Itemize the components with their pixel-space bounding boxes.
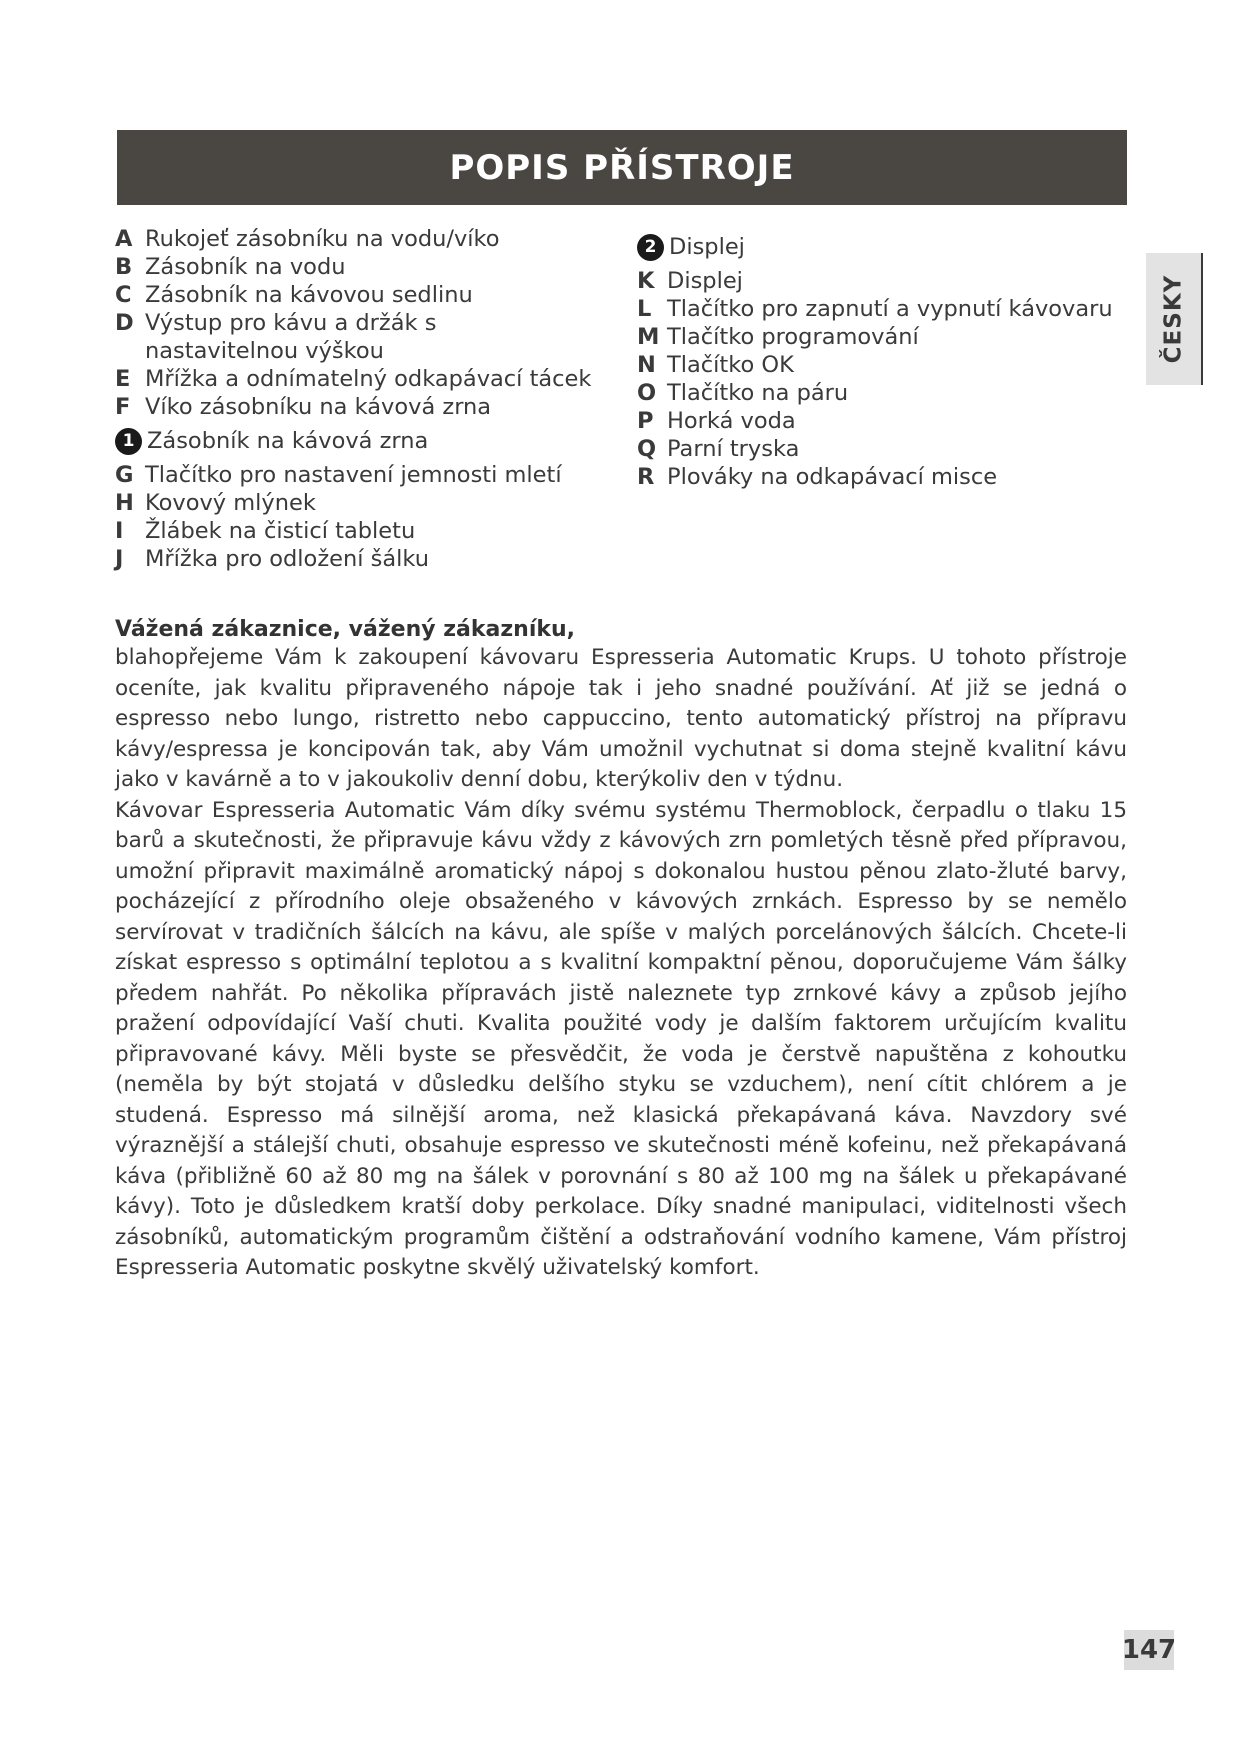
list-item [115,517,615,545]
item-text: Tlačítko pro zapnutí a vypnutí kávovaru [667,296,1113,322]
item-letter: B [115,254,133,280]
item-text: Plováky na odkapávací misce [667,464,998,490]
list-item [115,393,615,421]
group-heading-text: Displej [669,234,745,260]
list-item [637,295,1113,323]
item-text: Výstup pro kávu a držák s nastavitelnou výškou [145,310,437,364]
item-text: Zásobník na kávovou sedlinu [145,282,473,308]
item-text: Víko zásobníku na kávová zrna [145,394,492,420]
item-text: Tlačítko na páru [667,380,849,406]
group-heading-2 [637,231,1107,263]
list-item [637,267,1107,295]
list-item [115,365,615,393]
item-letter: G [115,462,134,488]
list-item [115,253,615,281]
item-text: Žlábek na čisticí tabletu [145,518,416,544]
list-item [115,281,615,309]
item-letter: E [115,366,131,392]
number-badge-icon: 2 [637,234,664,261]
language-tab [1146,253,1203,385]
item-text: Parní tryska [667,436,800,462]
number-badge-icon: 1 [115,428,142,455]
item-letter: I [115,518,124,544]
item-letter: K [637,268,655,294]
item-text: Horká voda [667,408,796,434]
list-item [637,323,1107,351]
item-letter: J [115,546,124,572]
item-text: Tlačítko pro nastavení jemnosti mletí [145,462,562,488]
item-text: Mřížka a odnímatelný odkapávací tácek [145,366,592,392]
item-text: Tlačítko programování [667,324,919,350]
item-letter: R [637,464,655,490]
paragraph: Kávovar Espresseria Automatic Vám díky svému systému Thermoblock, čerpadlu o tlaku 15 barů a skutečnosti, že připravuje kávu vždy z kávových zrn pomletých těsně před přípravou, umožní připravit maximálně aromatický nápoj s dokonalou hustou pěnou zlato-žluté barvy, pocházející z přírodního oleje obsaženého v kávových zrnkách. Espresso by se nemělo servírovat v tradičních šálcích na kávu, ale spíše v malých porcelánových šálcích. Chcete-li získat espresso s optimální teplotou a s kvalitní kompaktní pěnou, doporučujeme Vám šálky předem nahřát. Po několika přípravách jistě naleznete typ zrnkové kávy a způsob jejího pražení odpovídající Vaší chuti. Kvalita použité vody je dalším faktorem určujícím kvalitu připravované kávy. Měli byste se přesvědčit, že voda je čerstvě napuštěna z kohoutku (neměla by být stojatá v důsledku delšího styku se vzduchem), není cítit chlórem a je studená. Espresso má silnější aroma, než klasická překapávaná káva. Navzdory své výraznější a stálejší chuti, obsahuje espresso ve skutečnosti méně kofeinu, než překapávaná káva (přibližně 60 až 80 mg na šálek v porovnání s 80 až 100 mg na šálek u překapávané kávy). Toto je důsledkem kratší doby perkolace. Díky snadné manipulaci, viditelnosti všech zásobníků, automatickým programům čištění a odstraňování vodního kamene, Vám přístroj Espresseria Automatic poskytne skvělý uživatelský komfort. [115,797,1127,1280]
paragraph: blahopřejeme Vám k zakoupení kávovaru Espresseria Automatic Krups. U tohoto přístroje oceníte, jak kvalitu připraveného nápoje tak i jeho snadné používání. Ať již se jedná o espresso nebo lungo, ristretto nebo cappuccino, tento automatický přístroj na přípravu kávy/espressa je koncipován tak, aby Vám umožnil vychutnat si doma stejně kvalitní kávu jako v kavárně a to v jakoukoliv denní dobu, kterýkoliv den v týdnu. [115,645,1127,792]
item-letter: O [637,380,657,406]
item-letter: L [637,296,652,322]
item-letter: P [637,408,654,434]
list-item [115,225,615,253]
group-heading-1 [115,425,615,457]
section-title: POPIS PŘÍSTROJE [449,147,795,188]
item-text: Displej [667,268,743,294]
item-text: Rukojeť zásobníku na vodu/víko [145,226,500,252]
parts-list-left [115,225,615,573]
language-tab-label: ČESKY [1160,274,1187,364]
item-letter: Q [637,436,657,462]
item-letter: F [115,394,131,420]
list-item [115,489,615,517]
list-item [637,407,1107,435]
list-item [637,463,1107,491]
list-item [115,309,615,365]
item-letter: N [637,352,656,378]
item-letter: A [115,226,133,252]
list-item [637,379,1107,407]
list-item [115,545,615,573]
list-item [637,435,1107,463]
list-item [637,351,1107,379]
item-text: Kovový mlýnek [145,490,316,516]
body-text [115,643,1127,1284]
section-header [117,130,1127,205]
item-letter: C [115,282,132,308]
group-heading-text: Zásobník na kávová zrna [147,428,429,454]
item-text: Mřížka pro odložení šálku [145,546,429,572]
item-letter: M [637,324,660,350]
item-letter: D [115,310,134,336]
item-text: Tlačítko OK [667,352,794,378]
list-item [115,461,615,489]
page-number: 147 [1124,1630,1174,1670]
parts-list-right [637,227,1113,491]
greeting-heading: Vážená zákaznice, vážený zákazníku, [115,617,576,642]
item-text: Zásobník na vodu [145,254,346,280]
item-letter: H [115,490,134,516]
